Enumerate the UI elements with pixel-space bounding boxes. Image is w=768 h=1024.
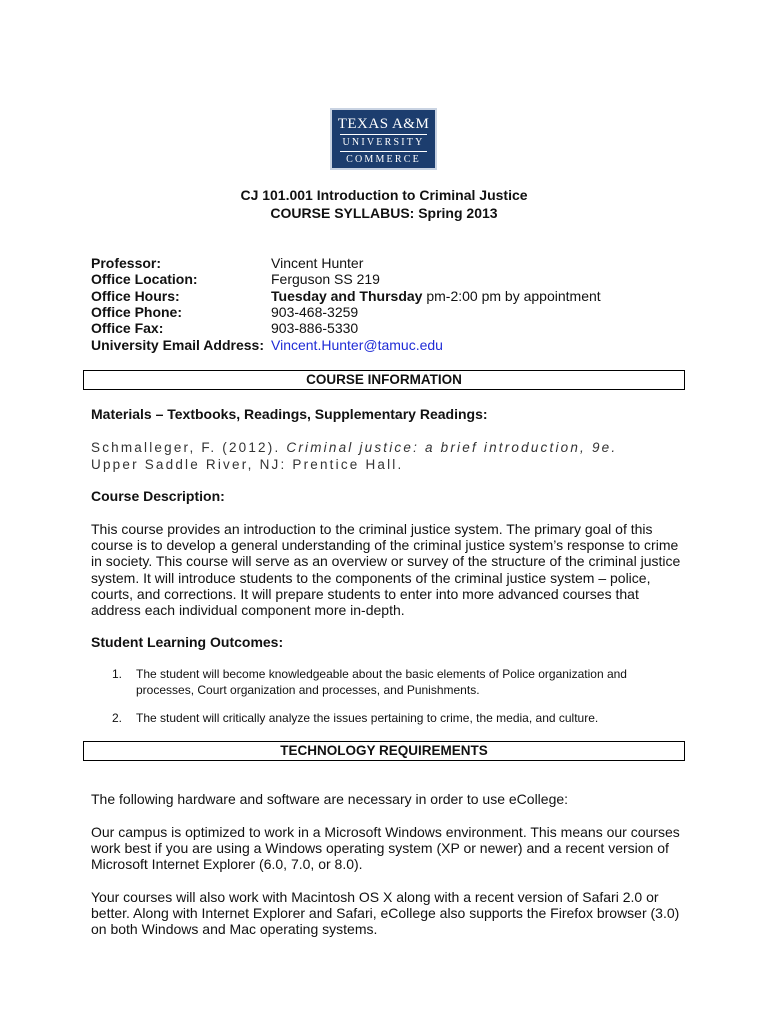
tech-line: Your courses will also work with Macintosh OS X along with a recent version of Safari 2.0 or bbox=[91, 889, 659, 905]
professor-label: Professor: bbox=[91, 255, 162, 271]
email-link[interactable]: Vincent.Hunter@tamuc.edu bbox=[271, 337, 443, 353]
university-logo bbox=[330, 108, 437, 170]
logo-rule bbox=[340, 151, 427, 152]
logo-line-3: COMMERCE bbox=[346, 154, 421, 165]
logo-line-2: UNIVERSITY bbox=[342, 137, 425, 148]
tech-line: on both Windows and Mac operating systems. bbox=[91, 921, 378, 938]
description-line: address each individual component more in-depth. bbox=[91, 602, 405, 619]
materials-heading: Materials – Textbooks, Readings, Supplementary Readings: bbox=[91, 406, 488, 422]
description-line: in society. This course will serve as an overview or survey of the structure of the criminal justice bbox=[91, 553, 681, 570]
logo-line-1: TEXAS A&M bbox=[337, 116, 430, 132]
tech-intro: The following hardware and software are necessary in order to use eCollege: bbox=[91, 791, 569, 807]
outcome-number: 2. bbox=[112, 711, 123, 725]
textbook-author: Schmalleger, F. (2012). bbox=[91, 440, 287, 455]
course-information-heading: COURSE INFORMATION bbox=[83, 370, 685, 390]
office-fax-value: 903-886-5330 bbox=[271, 320, 359, 336]
course-description-heading: Course Description: bbox=[91, 488, 225, 504]
office-phone-value: 903-468-3259 bbox=[271, 304, 359, 320]
tech-line: Our campus is optimized to work in a Microsoft Windows environment. This means our courses bbox=[91, 824, 680, 840]
textbook-title: Criminal justice: a brief introduction, 9e. bbox=[286, 440, 618, 455]
tech-line: Microsoft Internet Explorer (6.0, 7.0, or 8.0). bbox=[91, 856, 363, 873]
description-line: system. It will introduce students to the components of the criminal justice system – police, bbox=[91, 569, 651, 586]
office-hours-time: pm-2:00 pm by appointment bbox=[422, 288, 601, 304]
outcome-item bbox=[136, 711, 676, 727]
textbook-publisher: Upper Saddle River, NJ: Prentice Hall. bbox=[91, 457, 404, 472]
email-label: University Email Address: bbox=[91, 337, 264, 353]
description-line: This course provides an introduction to the criminal justice system. The primary goal of this bbox=[91, 521, 653, 537]
tech-paragraph-2 bbox=[91, 889, 691, 938]
outcome-line: processes, Court organization and processes, and Punishments. bbox=[136, 682, 480, 697]
outcome-line: The student will become knowledgeable about the basic elements of Police organization and bbox=[136, 667, 627, 681]
syllabus-title: COURSE SYLLABUS: Spring 2013 bbox=[270, 205, 498, 221]
logo-rule bbox=[340, 134, 427, 135]
learning-outcomes-heading: Student Learning Outcomes: bbox=[91, 634, 284, 650]
office-location-value: Ferguson SS 219 bbox=[271, 271, 380, 287]
outcome-line: The student will critically analyze the issues pertaining to crime, the media, and culture. bbox=[136, 711, 599, 725]
office-hours-label: Office Hours: bbox=[91, 288, 180, 304]
outcome-number: 1. bbox=[112, 667, 123, 681]
outcome-item bbox=[136, 667, 676, 698]
course-title: CJ 101.001 Introduction to Criminal Justice bbox=[240, 187, 528, 203]
technology-requirements-heading: TECHNOLOGY REQUIREMENTS bbox=[83, 741, 685, 761]
tech-line: work best if you are using a Windows operating system (XP or newer) and a recent version of bbox=[91, 840, 669, 857]
description-line: courts, and corrections. It will prepare students to enter into more advanced courses that bbox=[91, 585, 639, 602]
office-hours-value bbox=[271, 288, 601, 304]
description-line: course is to develop a general understanding of the criminal justice system’s response to crime bbox=[91, 537, 679, 554]
office-fax-label: Office Fax: bbox=[91, 320, 164, 336]
office-hours-days: Tuesday and Thursday bbox=[271, 288, 423, 304]
office-location-label: Office Location: bbox=[91, 271, 198, 287]
professor-value: Vincent Hunter bbox=[271, 255, 364, 271]
textbook-citation-line-1 bbox=[91, 439, 617, 456]
office-phone-label: Office Phone: bbox=[91, 304, 183, 320]
tech-paragraph-1 bbox=[91, 824, 691, 873]
course-description-paragraph bbox=[91, 521, 691, 618]
tech-line: better. Along with Internet Explorer and Safari, eCollege also supports the Firefox browser (3.0) bbox=[91, 905, 680, 922]
